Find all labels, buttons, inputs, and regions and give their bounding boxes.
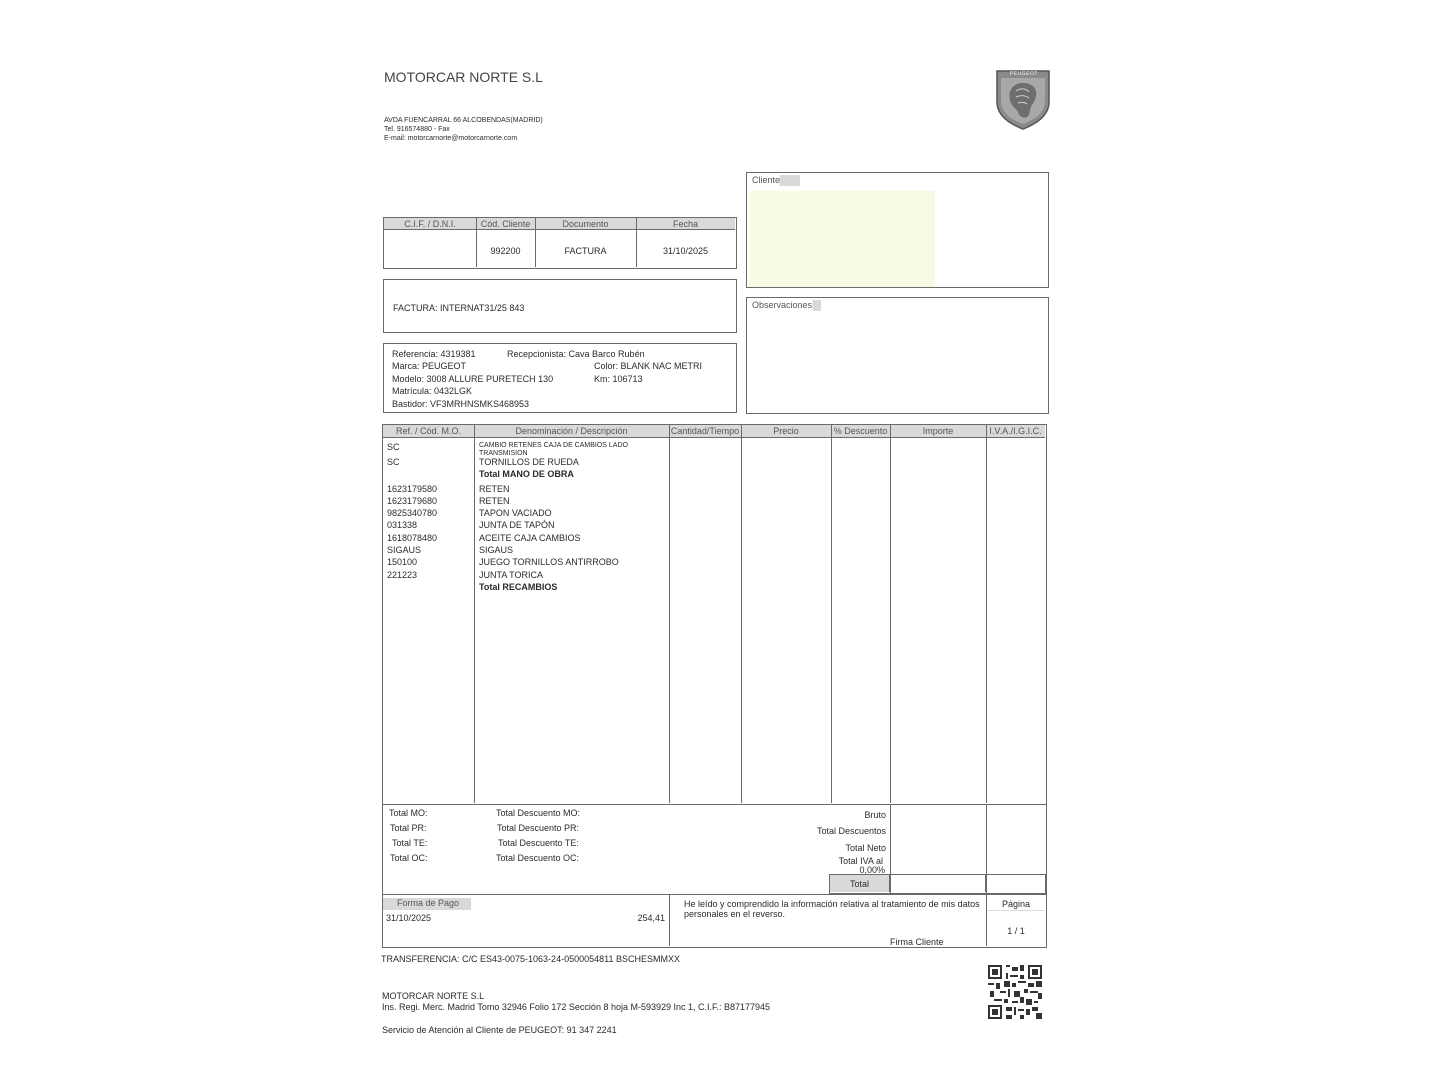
- col-importe: Importe: [922, 426, 954, 436]
- descuento-oc-label: Total Descuento OC:: [496, 853, 580, 863]
- factura-number: FACTURA: INTERNAT31/25 843: [393, 303, 525, 313]
- logo-text: PEUGEOT: [1010, 71, 1038, 77]
- peugeot-lion-shield-icon: [994, 68, 1052, 130]
- iva-rate: 0,00%: [859, 865, 885, 875]
- table-row-ref: 150100: [387, 557, 418, 567]
- col-descuento: % Descuento: [833, 426, 888, 436]
- vehicle-bastidor: Bastidor: VF3MRHNSMKS468953: [392, 399, 530, 409]
- descuento-mo-label: Total Descuento MO:: [496, 808, 581, 818]
- items-table: [382, 424, 1047, 805]
- total-label: Total: [849, 879, 869, 889]
- vehicle-recepcionista: Recepcionista: Cava Barco Rubén: [507, 349, 645, 359]
- forma-pago-label: Forma de Pago: [383, 898, 471, 910]
- descuento-pr-label: Total Descuento PR:: [497, 823, 580, 833]
- peugeot-logo: [994, 68, 1052, 130]
- table-row-desc: RETEN: [479, 496, 510, 506]
- table-row-desc: JUEGO TORNILLOS ANTIRROBO: [479, 557, 619, 567]
- table-row-ref: SC: [387, 442, 400, 452]
- table-row-desc: TAPON VACIADO: [479, 508, 552, 518]
- vehicle-km: Km: 106713: [594, 374, 643, 384]
- privacy-notice-line1: He leído y comprendido la información relativa al tratamiento de mis datos: [684, 899, 980, 909]
- table-row-ref: SC: [387, 457, 400, 467]
- col-ref: Ref. / Cód. M.O.: [395, 426, 462, 436]
- redacted-client-block: [749, 191, 935, 287]
- table-row-ref: 9825340780: [387, 508, 438, 518]
- footer-company-name: MOTORCAR NORTE S.L: [382, 991, 485, 1001]
- descuento-te-label: Total Descuento TE:: [498, 838, 579, 848]
- pagina-label: Página: [1001, 899, 1031, 909]
- col-cantidad: Cantidad/Tiempo: [670, 426, 740, 436]
- observaciones-box: [746, 297, 1049, 414]
- factura-box: [383, 279, 737, 333]
- transfer-info: TRANSFERENCIA: C/C ES43-0075-1063-24-0500054811 BSCHESMMXX: [381, 954, 680, 964]
- privacy-notice-line2: personales en el reverso.: [684, 909, 786, 919]
- table-row-ref: SIGAUS: [387, 545, 422, 555]
- total-oc-label: Total OC:: [390, 853, 428, 863]
- table-row-desc: RETEN: [479, 484, 510, 494]
- footer-service-phone: Servicio de Atención al Cliente de PEUGEOT: 91 347 2241: [382, 1025, 617, 1035]
- vehicle-referencia: Referencia: 4319381: [392, 349, 476, 359]
- totals-area: [382, 804, 1047, 895]
- firma-cliente-label: Firma Cliente: [890, 937, 944, 947]
- documento-value: FACTURA: [564, 246, 607, 256]
- cif-label: C.I.F. / D.N.I.: [404, 219, 456, 229]
- table-row-desc: TORNILLOS DE RUEDA: [479, 457, 579, 467]
- cod-cliente-value: 992200: [490, 246, 521, 256]
- vehicle-marca: Marca: PEUGEOT: [392, 361, 467, 371]
- bruto-label: Bruto: [864, 810, 886, 820]
- payment-box: [382, 894, 1047, 948]
- col-precio: Precio: [773, 426, 799, 436]
- table-row-ref: 1618078480: [387, 533, 438, 543]
- fecha-label: Fecha: [672, 219, 698, 229]
- total-row: [829, 874, 1046, 894]
- payment-date: 31/10/2025: [386, 913, 432, 923]
- table-row-desc: JUNTA TORICA: [479, 570, 544, 580]
- table-row-ref: 1623179580: [387, 484, 438, 494]
- cliente-label: Cliente: [749, 175, 800, 186]
- table-row-desc-cont: TRANSMISION: [479, 450, 528, 457]
- qr-code-icon: [988, 965, 1042, 1019]
- company-tel: Tel. 916574880 - Fax: [384, 126, 450, 133]
- cliente-box: [746, 172, 1049, 288]
- total-pr-label: Total PR:: [390, 823, 427, 833]
- footer-registry: Ins. Regi. Merc. Madrid Tomo 32946 Folio 172 Sección 8 hoja M-593929 Inc 1, C.I.F.: B87177945: [382, 1002, 771, 1012]
- cod-cliente-label: Cód. Cliente: [480, 219, 531, 229]
- col-desc: Denominación / Descripción: [515, 426, 628, 436]
- vehicle-color: Color: BLANK NAC METRI: [594, 361, 703, 371]
- document-header-table: [383, 217, 737, 269]
- fecha-value: 31/10/2025: [662, 246, 709, 256]
- payment-amount: 254,41: [637, 913, 665, 923]
- vehicle-modelo: Modelo: 3008 ALLURE PURETECH 130: [392, 374, 554, 384]
- table-row-desc: JUNTA DE TAPÓN: [479, 520, 555, 530]
- table-row-ref: 221223: [387, 570, 418, 580]
- pagina-value: 1 / 1: [1007, 926, 1025, 936]
- company-name: MOTORCAR NORTE S.L: [384, 69, 543, 85]
- vehicle-info-box: [383, 343, 737, 413]
- company-address: AVDA FUENCARRAL 66 ALCOBENDAS(MADRID): [384, 117, 543, 124]
- total-mo-label: Total MO:: [389, 808, 428, 818]
- table-row-desc: ACEITE CAJA CAMBIOS: [479, 533, 581, 543]
- table-row-ref: 1623179680: [387, 496, 438, 506]
- table-row-desc: SIGAUS: [479, 545, 514, 555]
- table-row-ref: 031338: [387, 520, 418, 530]
- documento-label: Documento: [562, 219, 609, 229]
- table-row-desc: CAMBIO RETENES CAJA DE CAMBIOS LADO: [479, 442, 628, 449]
- observaciones-label: Observaciones: [749, 300, 821, 311]
- total-te-label: Total TE:: [392, 838, 428, 848]
- col-iva: I.V.A./I.G.I.C.: [989, 426, 1042, 436]
- vehicle-matricula: Matrícula: 0432LGK: [392, 386, 473, 396]
- total-neto-label: Total Neto: [845, 843, 886, 853]
- total-iva-label: Total IVA al: [838, 856, 883, 866]
- company-email: E-mail: motorcarnorte@motorcarnorte.com: [384, 135, 518, 142]
- table-row-desc: Total RECAMBIOS: [479, 582, 558, 592]
- total-descuentos-label: Total Descuentos: [816, 826, 886, 836]
- table-row-desc: Total MANO DE OBRA: [479, 469, 574, 479]
